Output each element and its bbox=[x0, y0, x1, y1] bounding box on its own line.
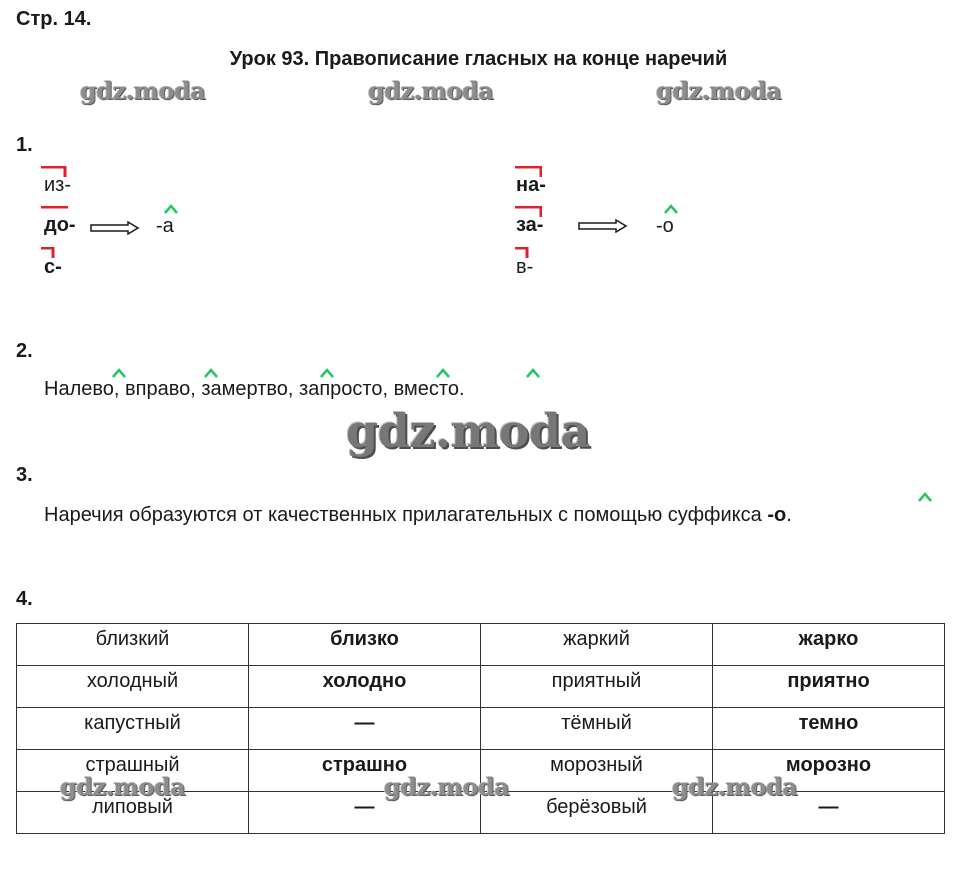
watermark-bottom-left: gdz.moda bbox=[60, 772, 186, 801]
page-reference: Стр. 14. bbox=[16, 8, 92, 30]
ending-hat-icon bbox=[918, 492, 932, 502]
lesson-title: Урок 93. Правописание гласных на конце наречий bbox=[229, 48, 728, 70]
table-cell: морозно bbox=[713, 750, 945, 792]
table-cell: жаркий bbox=[481, 624, 713, 666]
watermark-bottom-center: gdz.moda bbox=[384, 772, 510, 801]
ending-a: -а bbox=[156, 215, 174, 237]
table-cell: берёзовый bbox=[481, 792, 713, 834]
separator: . bbox=[458, 378, 465, 400]
watermark-top-left: gdz.moda bbox=[80, 76, 206, 105]
separator: , bbox=[190, 378, 202, 400]
task-3-number: 3. bbox=[16, 464, 33, 486]
table-cell: приятный bbox=[481, 666, 713, 708]
task-3-suffix: -о bbox=[767, 504, 787, 526]
watermark-top-center: gdz.moda bbox=[368, 76, 494, 105]
watermark-center: gdz.moda bbox=[346, 404, 590, 458]
adverb-word: запросто bbox=[299, 378, 383, 400]
task-2-sentence bbox=[44, 378, 465, 401]
prefix-na: на- bbox=[516, 174, 546, 196]
table-row bbox=[17, 708, 945, 750]
adverb-word: замертво bbox=[201, 378, 288, 400]
double-arrow-icon bbox=[578, 219, 628, 233]
ending-o: -о bbox=[656, 215, 674, 237]
table-cell: капустный bbox=[17, 708, 249, 750]
adverb-word: Налево bbox=[44, 378, 114, 400]
task-2-number: 2. bbox=[16, 340, 33, 362]
prefix-za: за- bbox=[516, 214, 544, 236]
ending-hat-icon bbox=[320, 368, 334, 378]
task-3-period: . bbox=[786, 504, 792, 526]
separator: , bbox=[113, 378, 126, 400]
table-cell: страшно bbox=[249, 750, 481, 792]
table-cell: морозный bbox=[481, 750, 713, 792]
table-row bbox=[17, 666, 945, 708]
table-cell: холодно bbox=[249, 666, 481, 708]
table-row bbox=[17, 624, 945, 666]
prefix-v: в- bbox=[516, 256, 534, 278]
ending-hat-icon bbox=[664, 204, 678, 214]
ending-hat-icon bbox=[526, 368, 540, 378]
task-1-number: 1. bbox=[16, 134, 33, 156]
ending-hat-icon bbox=[436, 368, 450, 378]
table-cell: страшный bbox=[17, 750, 249, 792]
watermark-bottom-right: gdz.moda bbox=[672, 772, 798, 801]
separator: , bbox=[287, 378, 300, 400]
ending-hat-icon bbox=[164, 204, 178, 214]
ending-hat-icon bbox=[112, 368, 126, 378]
prefix-do: до- bbox=[44, 214, 76, 236]
prefix-s: с- bbox=[44, 256, 62, 278]
task-3-text: Наречия образуются от качественных прилагательных с помощью суффикса bbox=[44, 504, 762, 526]
adverb-word: вправо bbox=[125, 378, 191, 400]
table-cell: — bbox=[713, 792, 945, 834]
ending-hat-icon bbox=[204, 368, 218, 378]
table-cell: близкий bbox=[17, 624, 249, 666]
table-cell: — bbox=[249, 792, 481, 834]
prefix-iz: из- bbox=[44, 174, 72, 196]
table-cell: холодный bbox=[17, 666, 249, 708]
adverb-word: вместо bbox=[393, 378, 459, 400]
table-cell: близко bbox=[249, 624, 481, 666]
table-cell: липовый bbox=[17, 792, 249, 834]
table-cell: жарко bbox=[713, 624, 945, 666]
task-3-sentence bbox=[44, 504, 792, 527]
double-arrow-icon bbox=[90, 221, 140, 235]
task-4-number: 4. bbox=[16, 588, 33, 610]
table-cell: приятно bbox=[713, 666, 945, 708]
adjective-adverb-table bbox=[16, 623, 945, 834]
table-cell: темно bbox=[713, 708, 945, 750]
table-cell: тёмный bbox=[481, 708, 713, 750]
watermark-top-right: gdz.moda bbox=[656, 76, 782, 105]
separator: , bbox=[382, 378, 394, 400]
table-cell: — bbox=[249, 708, 481, 750]
